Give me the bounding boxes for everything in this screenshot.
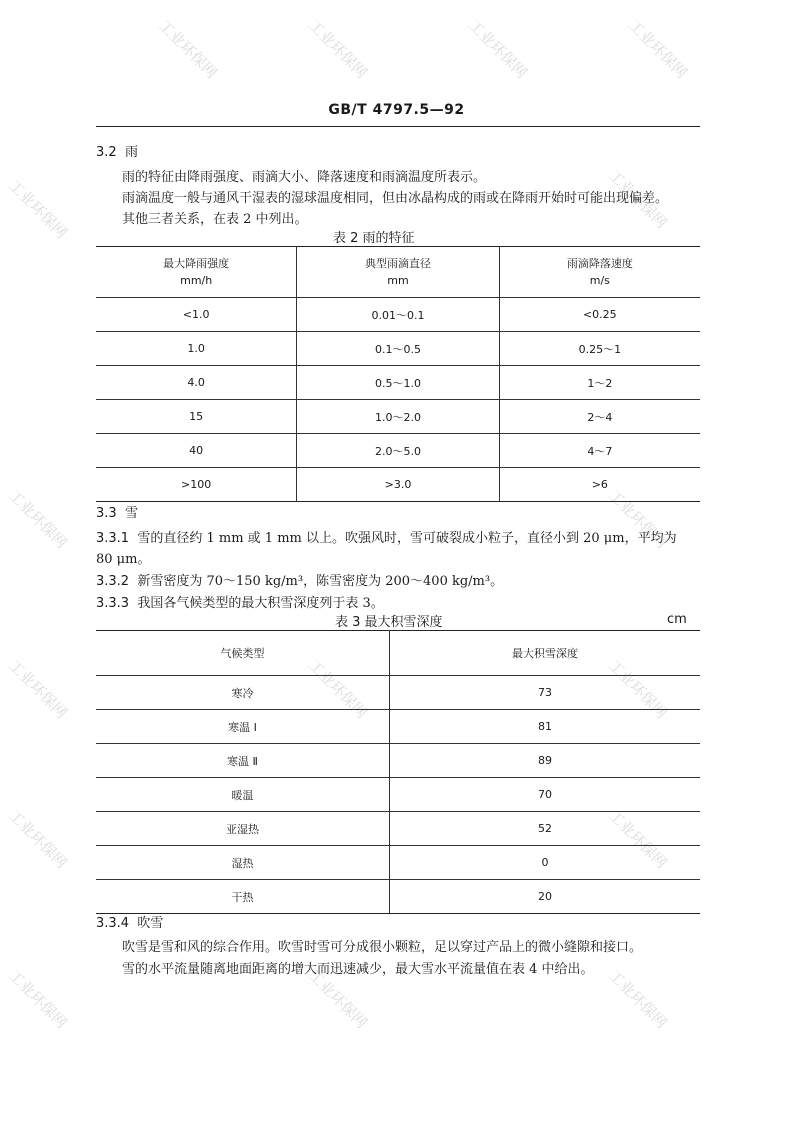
table-row bbox=[96, 676, 700, 710]
column-header-unit: m/s bbox=[589, 274, 610, 287]
table-3-caption: 表 3 最大积雪深度 bbox=[335, 615, 443, 630]
table-cell: 0.5～1.0 bbox=[297, 366, 499, 400]
watermark: 工业环保网 bbox=[604, 486, 671, 552]
section-title: 雪 bbox=[124, 506, 138, 521]
table-row bbox=[96, 880, 700, 914]
watermark: 工业环保网 bbox=[604, 966, 671, 1032]
clause-3-3-1 bbox=[96, 527, 677, 546]
table-cell: >100 bbox=[181, 478, 212, 491]
section-3-3-heading bbox=[96, 502, 138, 521]
table-cell: >3.0 bbox=[297, 468, 499, 502]
table-cell: 73 bbox=[390, 676, 701, 710]
clause-text: 新雪密度为 70～150 kg/m³，陈雪密度为 200～400 kg/m³。 bbox=[137, 574, 504, 589]
clause-text: 雪的直径约 1 mm 或 1 mm 以上。吹强风时，雪可破裂成小粒子，直径小到 20 μm，平均为 bbox=[137, 531, 677, 546]
watermark: 工业环保网 bbox=[604, 806, 671, 872]
table-cell: 0.1～0.5 bbox=[297, 332, 499, 366]
table-cell: 89 bbox=[390, 744, 701, 778]
watermark: 工业环保网 bbox=[4, 486, 71, 552]
section-title: 雨 bbox=[124, 145, 138, 160]
header-rule bbox=[96, 126, 700, 127]
table-cell: 70 bbox=[390, 778, 701, 812]
column-header-unit: mm bbox=[387, 274, 409, 287]
table-cell: >6 bbox=[499, 468, 700, 502]
page-header: GB/T 4797.5—92 bbox=[328, 102, 465, 118]
table-row bbox=[96, 710, 700, 744]
table-cell: 40 bbox=[96, 434, 297, 468]
section-number: 3.3.4 bbox=[96, 916, 130, 931]
watermark: 工业环保网 bbox=[4, 656, 71, 722]
paragraph: 雨的特征由降雨强度、雨滴大小、降落速度和雨滴温度所表示。 bbox=[122, 170, 487, 185]
watermark: 工业环保网 bbox=[604, 656, 671, 722]
watermark: 工业环保网 bbox=[624, 16, 691, 82]
table-cell: 2.0～5.0 bbox=[297, 434, 499, 468]
watermark: 工业环保网 bbox=[464, 16, 531, 82]
table-row bbox=[96, 332, 700, 366]
paragraph: 雨滴温度一般与通风干湿表的湿球温度相同，但由冰晶构成的雨或在降雨开始时可能出现偏差。 bbox=[122, 191, 669, 206]
column-header bbox=[297, 247, 499, 298]
clause-number: 3.3.2 bbox=[96, 574, 130, 589]
clause-number: 3.3.1 bbox=[96, 531, 130, 546]
section-3-3-4-heading bbox=[96, 912, 163, 931]
table-header-row bbox=[96, 631, 700, 676]
table-2-caption: 表 2 雨的特征 bbox=[333, 231, 415, 246]
clause-3-3-2 bbox=[96, 570, 503, 589]
table-row bbox=[96, 812, 700, 846]
table-row bbox=[96, 744, 700, 778]
table-cell: 1.0 bbox=[96, 332, 297, 366]
paragraph: 雪的水平流量随离地面距离的增大而迅速减少，最大雪水平流量值在表 4 中给出。 bbox=[122, 962, 594, 977]
table-cell: 15 bbox=[96, 400, 297, 434]
table-row bbox=[96, 366, 700, 400]
column-header-name: 最大降雨强度 bbox=[163, 257, 230, 270]
table-cell: 亚湿热 bbox=[96, 812, 390, 846]
clause-text-continued: 80 μm。 bbox=[96, 552, 151, 567]
table-cell: 0.01～0.1 bbox=[297, 298, 499, 332]
clause-text: 我国各气候类型的最大积雪深度列于表 3。 bbox=[137, 596, 384, 611]
paragraph: 吹雪是雪和风的综合作用。吹雪时雪可分成很小颗粒，足以穿过产品上的微小缝隙和接口。 bbox=[122, 940, 643, 955]
table-cell: 0.25～1 bbox=[499, 332, 700, 366]
table-cell: 2～4 bbox=[499, 400, 700, 434]
table-row bbox=[96, 298, 700, 332]
table-cell: 20 bbox=[390, 880, 701, 914]
watermark: 工业环保网 bbox=[154, 16, 221, 82]
table-cell: 寒温 Ⅰ bbox=[96, 710, 390, 744]
watermark: 工业环保网 bbox=[304, 16, 371, 82]
table-cell: 寒冷 bbox=[96, 676, 390, 710]
paragraph: 其他三者关系，在表 2 中列出。 bbox=[122, 212, 308, 227]
watermark: 工业环保网 bbox=[4, 176, 71, 242]
section-number: 3.3 bbox=[96, 506, 117, 521]
table-row bbox=[96, 468, 700, 502]
table-row bbox=[96, 434, 700, 468]
section-title: 吹雪 bbox=[137, 916, 164, 931]
table-cell: 81 bbox=[390, 710, 701, 744]
table-3-unit: cm bbox=[667, 612, 687, 627]
section-3-2-heading bbox=[96, 141, 138, 160]
watermark: 工业环保网 bbox=[4, 806, 71, 872]
table-cell: 暖温 bbox=[96, 778, 390, 812]
table-cell: 1.0～2.0 bbox=[297, 400, 499, 434]
table-cell: <0.25 bbox=[499, 298, 700, 332]
table-cell: 湿热 bbox=[96, 846, 390, 880]
table-header-row bbox=[96, 247, 700, 298]
table-row bbox=[96, 846, 700, 880]
table-cell: 干热 bbox=[231, 890, 254, 904]
table-row bbox=[96, 400, 700, 434]
table-cell: 4.0 bbox=[96, 366, 297, 400]
table-cell: <1.0 bbox=[96, 298, 297, 332]
clause-number: 3.3.3 bbox=[96, 596, 130, 611]
table-cell: 0 bbox=[390, 846, 701, 880]
column-header-unit: mm/h bbox=[180, 274, 213, 287]
watermark: 工业环保网 bbox=[604, 166, 671, 232]
watermark: 工业环保网 bbox=[4, 966, 71, 1032]
column-header-name: 典型雨滴直径 bbox=[364, 257, 431, 270]
max-snow-depth-table bbox=[96, 630, 700, 914]
section-number: 3.2 bbox=[96, 145, 117, 160]
watermark: 工业环保网 bbox=[304, 656, 371, 722]
column-header-name: 雨滴降落速度 bbox=[566, 257, 633, 270]
watermark: 工业环保网 bbox=[304, 966, 371, 1032]
table-cell: 1～2 bbox=[499, 366, 700, 400]
column-header: 最大积雪深度 bbox=[390, 631, 701, 676]
column-header: 气候类型 bbox=[96, 631, 390, 676]
table-cell: 4～7 bbox=[499, 434, 700, 468]
column-header bbox=[499, 247, 700, 298]
clause-3-3-3 bbox=[96, 592, 384, 611]
column-header bbox=[96, 247, 297, 298]
table-cell: 寒温 Ⅱ bbox=[96, 744, 390, 778]
rain-characteristics-table bbox=[96, 246, 700, 502]
table-row bbox=[96, 778, 700, 812]
table-cell: 52 bbox=[390, 812, 701, 846]
